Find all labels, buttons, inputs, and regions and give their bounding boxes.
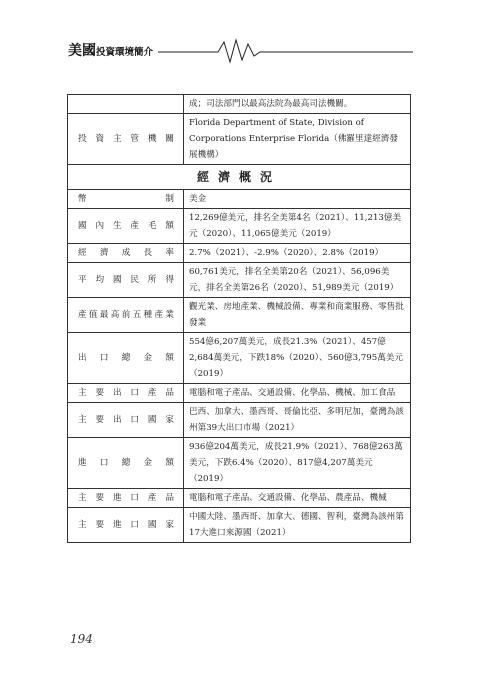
row-value: 電腦和電子產品、交通設備、化學品、機械、加工食品 xyxy=(184,384,411,403)
header-title-sub: 投資環境簡介 xyxy=(96,47,154,58)
row-value: 554億6,207萬美元，成長21.3%（2021）、457億2,684萬美元，下跌18%（2020）、560億3,795萬美元（2019） xyxy=(184,333,411,384)
row-value: 美金 xyxy=(184,190,411,209)
row-label: 經濟成長率 xyxy=(68,244,184,263)
table-row xyxy=(68,403,411,438)
table-row xyxy=(68,95,411,114)
row-value: 電腦和電子產品、交通設備、化學品、農產品、機械 xyxy=(184,489,411,508)
table-row xyxy=(68,333,411,384)
table-row xyxy=(68,190,411,209)
page-header xyxy=(68,36,413,64)
row-value: 巴西、加拿大、墨西哥、哥倫比亞、多明尼加，臺灣為該州第39大出口市場（2021） xyxy=(184,403,411,438)
row-label: 出口總金額 xyxy=(68,333,184,384)
section-heading: 經濟概況 xyxy=(68,165,411,190)
row-label: 主要進口產品 xyxy=(68,489,184,508)
table-row xyxy=(68,209,411,244)
header-title-main: 美國 xyxy=(68,43,96,59)
table-row xyxy=(68,244,411,263)
row-label: 投資主管機關 xyxy=(68,114,184,165)
row-label: 幣制 xyxy=(68,190,184,209)
table-row xyxy=(68,489,411,508)
row-value: 中國大陸、墨西哥、加拿大、德國、智利，臺灣為該州第17大進口來源國（2021） xyxy=(184,508,411,543)
row-label xyxy=(68,95,184,114)
row-label: 主要出口國家 xyxy=(68,403,184,438)
row-label: 平均國民所得 xyxy=(68,263,184,298)
table-row xyxy=(68,508,411,543)
row-value: 60,761美元，排名全美第20名（2021）、56,096美元，排名全美第26名（2020）、51,989美元（2019） xyxy=(184,263,411,298)
row-label: 進口總金額 xyxy=(68,438,184,489)
investment-info-table xyxy=(67,94,411,543)
row-value: Florida Department of State, Division of Corporations Enterprise Florida（佛羅里達經濟發展機構） xyxy=(184,114,411,165)
row-label: 產值最高前五種產業 xyxy=(68,298,184,333)
table-row xyxy=(68,263,411,298)
header-title xyxy=(68,40,153,60)
row-value: 成；司法部門以最高法院為最高司法機關。 xyxy=(184,95,411,114)
table-row xyxy=(68,298,411,333)
table-row xyxy=(68,114,411,165)
row-value: 12,269億美元，排名全美第4名（2021）、11,213億美元（2020）、11,065億美元（2019） xyxy=(184,209,411,244)
table-row xyxy=(68,384,411,403)
row-label: 國內生產毛額 xyxy=(68,209,184,244)
section-row xyxy=(68,165,411,190)
row-value: 觀光業、房地產業、機械設備、專業和商業服務、零售批發業 xyxy=(184,298,411,333)
table-row xyxy=(68,438,411,489)
row-value: 2.7%（2021）、-2.9%（2020）、2.8%（2019） xyxy=(184,244,411,263)
page-number: 194 xyxy=(70,632,93,646)
row-label: 主要進口國家 xyxy=(68,508,184,543)
row-value: 936億204萬美元，成長21.9%（2021）、768億263萬美元，下跌6.4%（2020）、817億4,207萬美元（2019） xyxy=(184,438,411,489)
row-label: 主要出口產品 xyxy=(68,384,184,403)
